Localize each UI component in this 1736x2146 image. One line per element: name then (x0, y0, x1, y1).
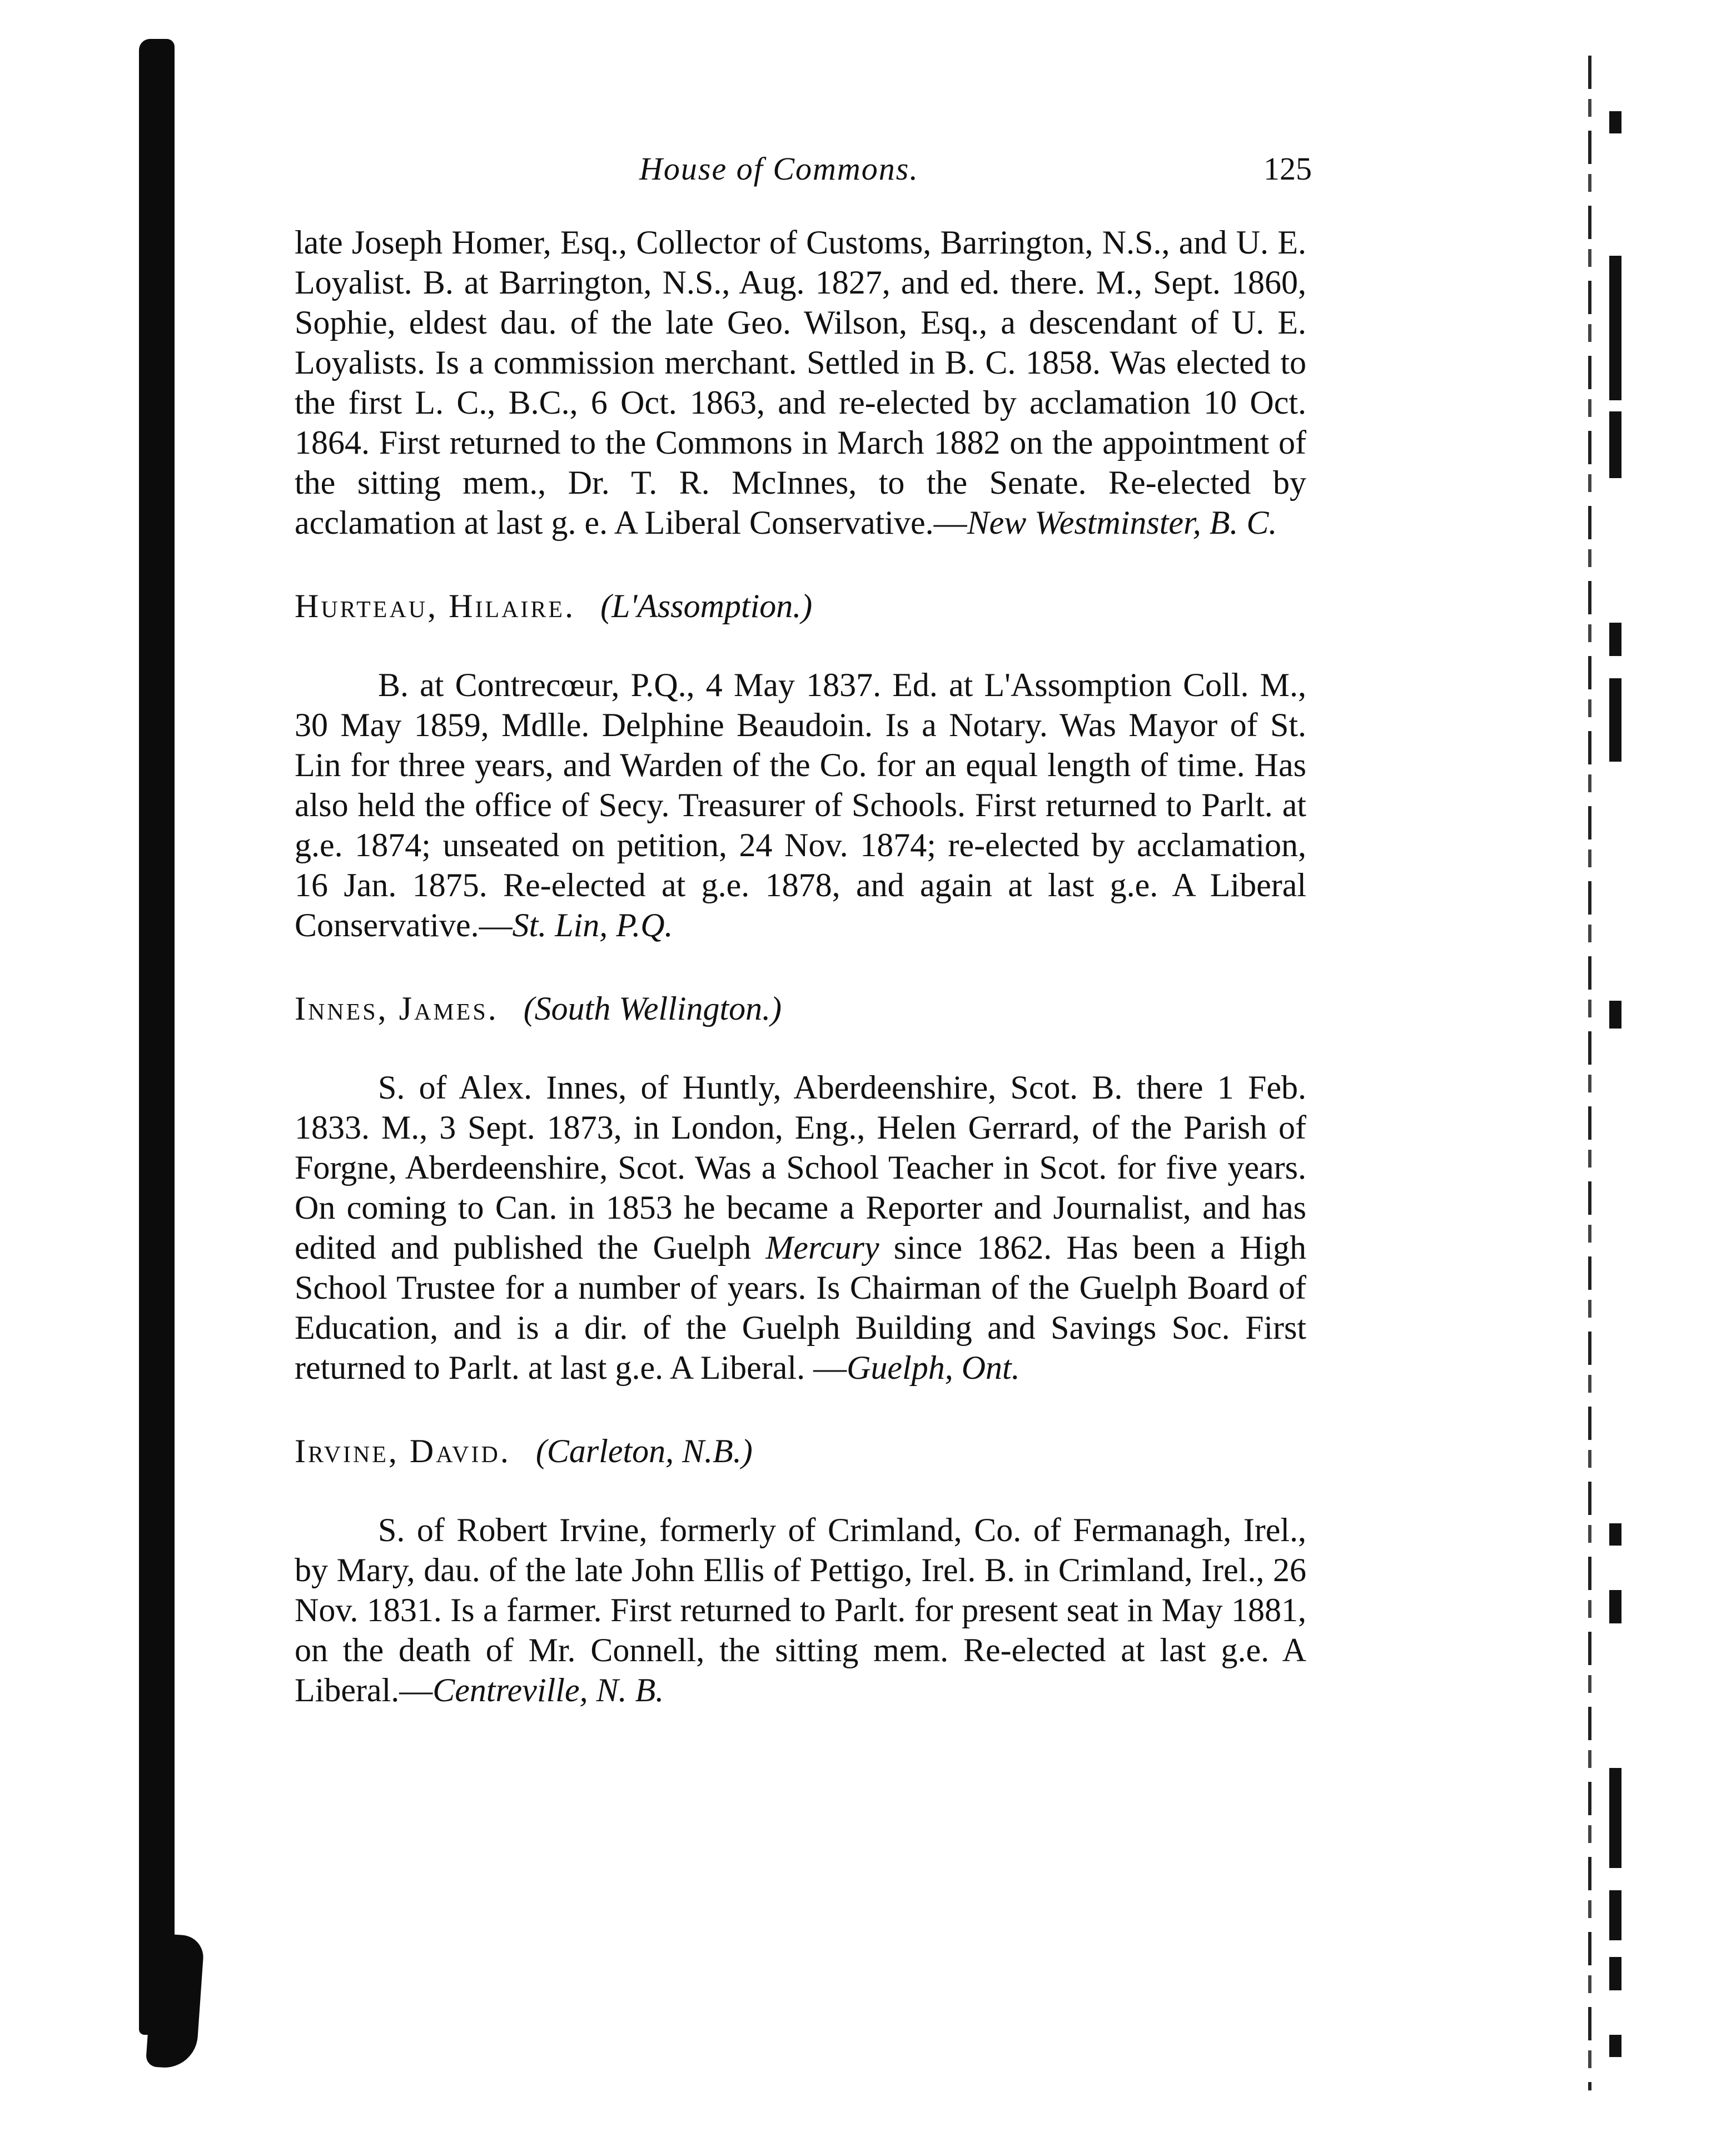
page-number: 125 (1264, 151, 1312, 187)
entry-heading (295, 586, 1306, 626)
riding-name: (Carleton, N.B.) (535, 1433, 753, 1469)
scan-mark (1609, 1523, 1621, 1546)
member-name: Hurteau, Hilaire. (295, 588, 576, 624)
entry-heading (295, 1431, 1306, 1471)
entry-body: late Joseph Homer, Esq., Collector of Customs, Barrington, N.S., and U. E. Loyalist. B. at Barrington, N.S., Aug. 1827, and ed. there. M., Sept. 1860, Sophie, eldest dau. of the late Geo. Wilson, Esq., a descendant of U. E. Loyalists. Is a commission merchant. Settled in B. C. 1858. Was elected to the first L. C., B.C., 6 Oct. 1863, and re-elected by acclamation 10 Oct. 1864. First returned to the Commons in March 1882 on the appointment of the sitting mem., Dr. T. R. McInnes, to the Senate. Re-elected by acclamation at last g. e. A Liberal Conservative.— (295, 224, 1306, 541)
page-content (295, 222, 1306, 1710)
entry-biography (295, 1067, 1306, 1388)
riding-name: (L'Assomption.) (600, 588, 813, 624)
binding-shadow-tail (146, 1933, 205, 2070)
entry-body: S. of Alex. Innes, of Huntly, Aberdeenshire, Scot. B. there 1 Feb. 1833. M., 3 Sept. 1873, in London, Eng., Helen Gerrard, of the Parish of Forgne, Aberdeenshire, Scot. Was a School Teacher in Scot. for five years. On coming to Can. in 1853 he became a Reporter and Journalist, and has edited and published the Guelph (295, 1069, 1306, 1266)
scan-mark (1609, 1590, 1621, 1623)
page-header (639, 150, 1312, 200)
entry-residence: New Westminster, B. C. (967, 504, 1277, 541)
entry-residence: St. Lin, P.Q. (512, 907, 673, 943)
entry-heading (295, 988, 1306, 1029)
entry-body: B. at Contrecœur, P.Q., 4 May 1837. Ed. at L'Assomption Coll. M., 30 May 1859, Mdlle. Delphine Beaudoin. Is a Notary. Was Mayor of St. Lin for three years, and Warden of the Co. for an equal length of time. Has also held the office of Secy. Treasurer of Schools. First returned to Parlt. at g.e. 1874; unseated on petition, 24 Nov. 1874; re-elected by acclamation, 16 Jan. 1875. Re-elected at g.e. 1878, and again at last g.e. A Liberal Conservative.— (295, 667, 1306, 943)
riding-name: (South Wellington.) (523, 990, 782, 1027)
scan-edge-line (1588, 56, 1591, 2090)
entry-body: since 1862. Has been a High School Trustee for a number of years. Is Chairman of the Guelph Board of Education, and is a dir. of the Guelph Building and Savings Soc. First returned to Parlt. at last g.e. A Liberal. — (295, 1229, 1307, 1386)
running-title: House of Commons. (639, 151, 919, 187)
entry-biography (295, 1510, 1306, 1710)
scan-edge-artifacts (1565, 56, 1620, 2090)
entry-biography (295, 665, 1306, 945)
newspaper-title: Mercury (765, 1229, 879, 1266)
scan-mark (1609, 1957, 1621, 1990)
scan-mark (1609, 411, 1621, 478)
entry-continuation (295, 222, 1306, 543)
member-name: Innes, James. (295, 990, 499, 1027)
entry-body: S. of Robert Irvine, formerly of Crimland, Co. of Fermanagh, Irel., by Mary, dau. of the late John Ellis of Pettigo, Irel. B. in Crimland, Irel., 26 Nov. 1831. Is a farmer. First returned to Parlt. for present seat in May 1881, on the death of Mr. Connell, the sitting mem. Re-elected at last g.e. A Liberal.— (295, 1512, 1306, 1708)
scan-mark (1609, 678, 1621, 762)
scan-mark (1609, 256, 1621, 400)
scan-mark (1609, 1001, 1621, 1029)
member-name: Irvine, David. (295, 1433, 511, 1469)
scan-mark (1609, 111, 1621, 133)
scan-mark (1609, 1768, 1621, 1868)
entry-residence: Guelph, Ont. (847, 1349, 1020, 1386)
scan-mark (1609, 2035, 1621, 2057)
scan-mark (1609, 623, 1621, 656)
scan-mark (1609, 1890, 1621, 1940)
binding-shadow (139, 39, 175, 2035)
entry-residence: Centreville, N. B. (432, 1672, 664, 1708)
